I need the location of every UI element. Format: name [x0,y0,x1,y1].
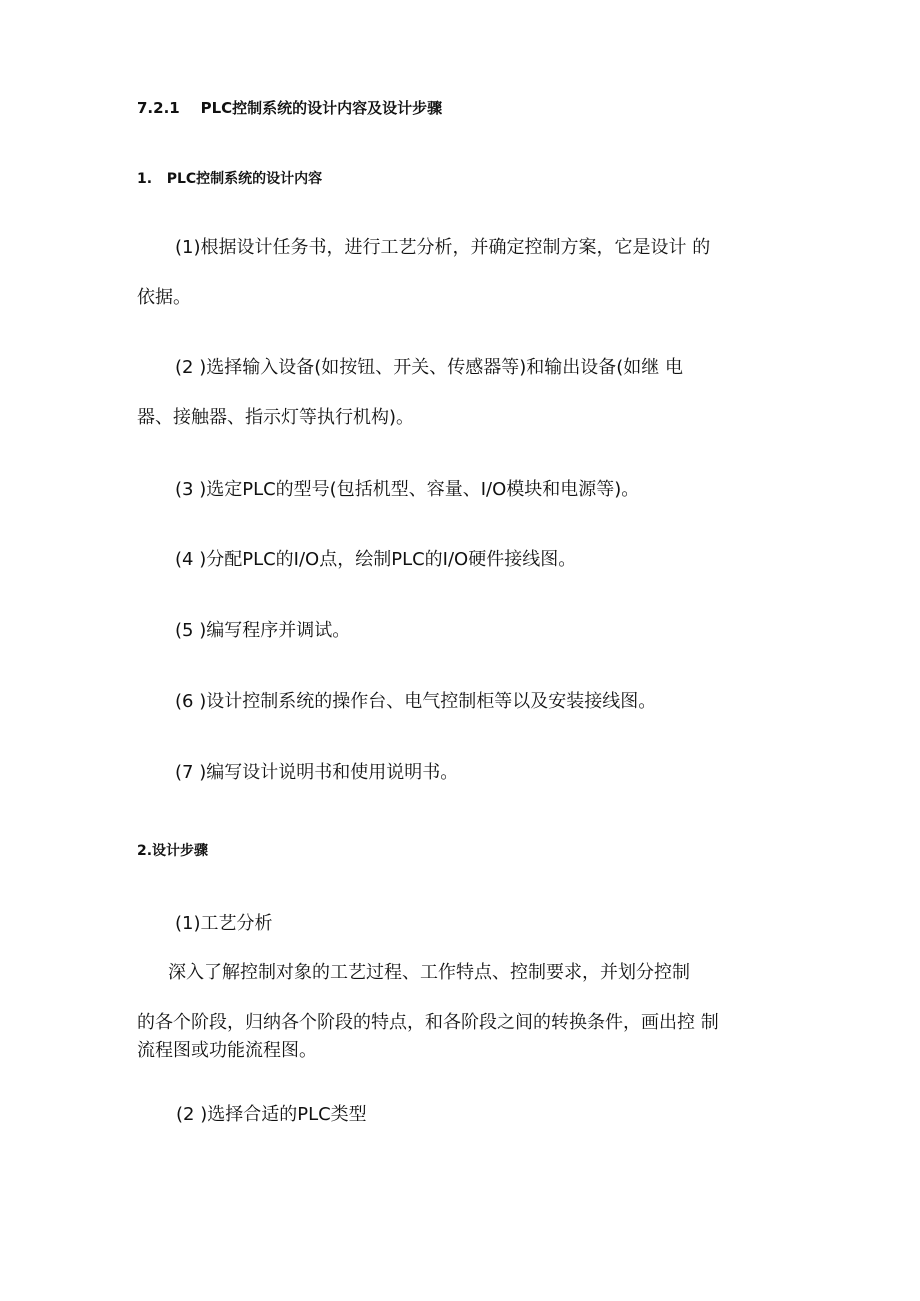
item-2-line-2: 器、接触器、指示灯等执行机构)。 [137,407,415,428]
item-5: (5 )编写程序并调试。 [175,620,351,641]
step-1-paragraph-line-2: 的各个阶段，归纳各个阶段的特点，和各阶段之间的转换条件，画出控 制 [137,1012,719,1033]
section-heading [137,99,442,117]
content-heading-title: PLC控制系统的设计内容 [166,171,323,187]
section-title: PLC控制系统的设计内容及设计步骤 [200,99,443,117]
item-6: (6 )设计控制系统的操作台、电气控制柜等以及安装接线图。 [175,691,657,712]
content-heading [137,171,322,188]
item-1-line-2: 依据。 [137,287,191,308]
item-1-line-1: (1)根据设计任务书，进行工艺分析，并确定控制方案，它是设计 的 [175,237,711,258]
step-1-paragraph-line-1: 深入了解控制对象的工艺过程、工作特点、控制要求，并划分控制 [168,962,690,983]
item-7: (7 )编写设计说明书和使用说明书。 [175,762,459,783]
item-2-line-1: (2 )选择输入设备(如按钮、开关、传感器等)和输出设备(如继 电 [175,357,684,378]
item-3: (3 )选定PLC的型号(包括机型、容量、I/O模块和电源等)。 [175,479,640,500]
steps-heading: 2.设计步骤 [137,843,209,859]
step-2-title: (2 )选择合适的PLC类型 [176,1104,367,1125]
step-1-title: (1)工艺分析 [175,913,273,934]
item-4: (4 )分配PLC的I/O点，绘制PLC的I/O硬件接线图。 [175,549,577,570]
content-heading-number: 1. [137,171,153,187]
step-1-paragraph-line-3: 流程图或功能流程图。 [137,1040,317,1061]
section-number: 7.2.1 [137,99,180,117]
